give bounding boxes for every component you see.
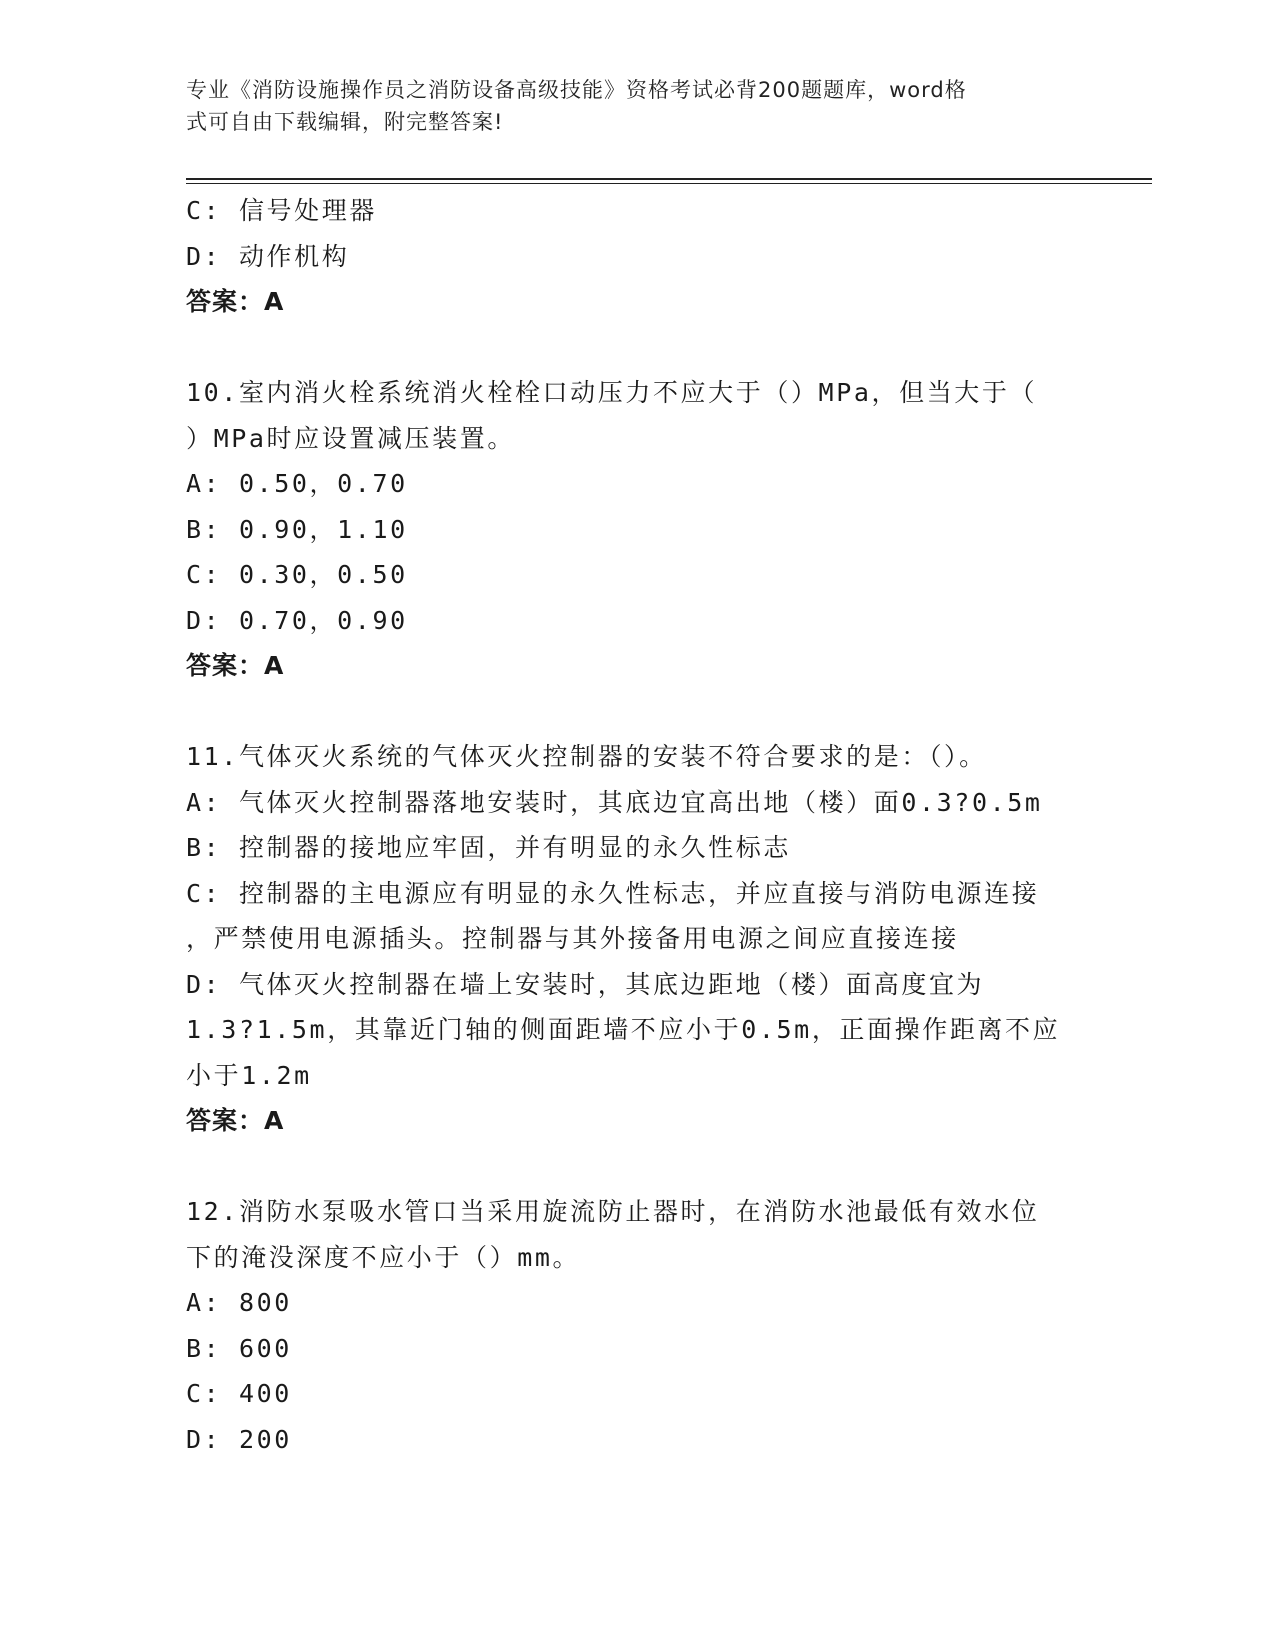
question-stem: 12.消防水泵吸水管口当采用旋流防止器时，在消防水池最低有效水位 [186, 1197, 1040, 1226]
question-stem: 10.室内消火栓系统消火栓栓口动压力不应大于（）MPa，但当大于（ [186, 378, 1038, 407]
option-d-continued: 1.3?1.5m，其靠近门轴的侧面距墙不应小于0.5m，正面操作距离不应 [186, 1015, 1061, 1044]
option-c: C: 0.30，0.50 [186, 560, 408, 589]
option-d: D: 0.70，0.90 [186, 605, 408, 635]
option-c: C: 400 [186, 1379, 292, 1408]
question-stem-continued: 下的淹没深度不应小于（）mm。 [186, 1242, 581, 1272]
question-9-tail [186, 188, 1086, 325]
question-list [186, 188, 1086, 1462]
question-stem: 11.气体灭火系统的气体灭火控制器的安装不符合要求的是：（）。 [186, 742, 987, 771]
option-a: A: 0.50，0.70 [186, 469, 408, 498]
option-d: D: 200 [186, 1424, 292, 1454]
option-c: C: 控制器的主电源应有明显的永久性标志，并应直接与消防电源连接 [186, 878, 1040, 908]
option-d: D: 动作机构 [186, 241, 350, 271]
option-b: B: 0.90，1.10 [186, 514, 408, 544]
question-12 [186, 1189, 1086, 1462]
question-10 [186, 370, 1086, 689]
question-stem-continued: ）MPa时应设置减压装置。 [186, 423, 515, 453]
option-d-continued: 小于1.2m [186, 1060, 312, 1090]
answer-line: 答案：A [186, 651, 285, 680]
answer-line: 答案：A [186, 287, 285, 316]
option-c-continued: ，严禁使用电源插头。控制器与其外接备用电源之间应直接连接 [186, 924, 959, 953]
option-a: A: 气体灭火控制器落地安装时，其底边宜高出地（楼）面0.3?0.5m [186, 787, 1043, 817]
question-11 [186, 734, 1086, 1144]
option-b: B: 控制器的接地应牢固，并有明显的永久性标志 [186, 833, 791, 862]
option-b: B: 600 [186, 1333, 292, 1363]
header-line-1: 专业《消防设施操作员之消防设备高级技能》资格考试必背200题题库，word格 [186, 78, 967, 102]
option-a: A: 800 [186, 1288, 292, 1317]
spacer [186, 689, 1086, 735]
spacer [186, 1144, 1086, 1190]
option-c: C: 信号处理器 [186, 196, 377, 225]
document-header [186, 74, 1066, 138]
answer-line: 答案：A [186, 1106, 285, 1135]
header-divider-thick [186, 178, 1152, 180]
header-divider-thin [186, 183, 1152, 184]
option-d: D: 气体灭火控制器在墙上安装时，其底边距地（楼）面高度宜为 [186, 969, 985, 999]
spacer [186, 325, 1086, 371]
header-line-2: 式可自由下载编辑，附完整答案! [186, 110, 504, 134]
